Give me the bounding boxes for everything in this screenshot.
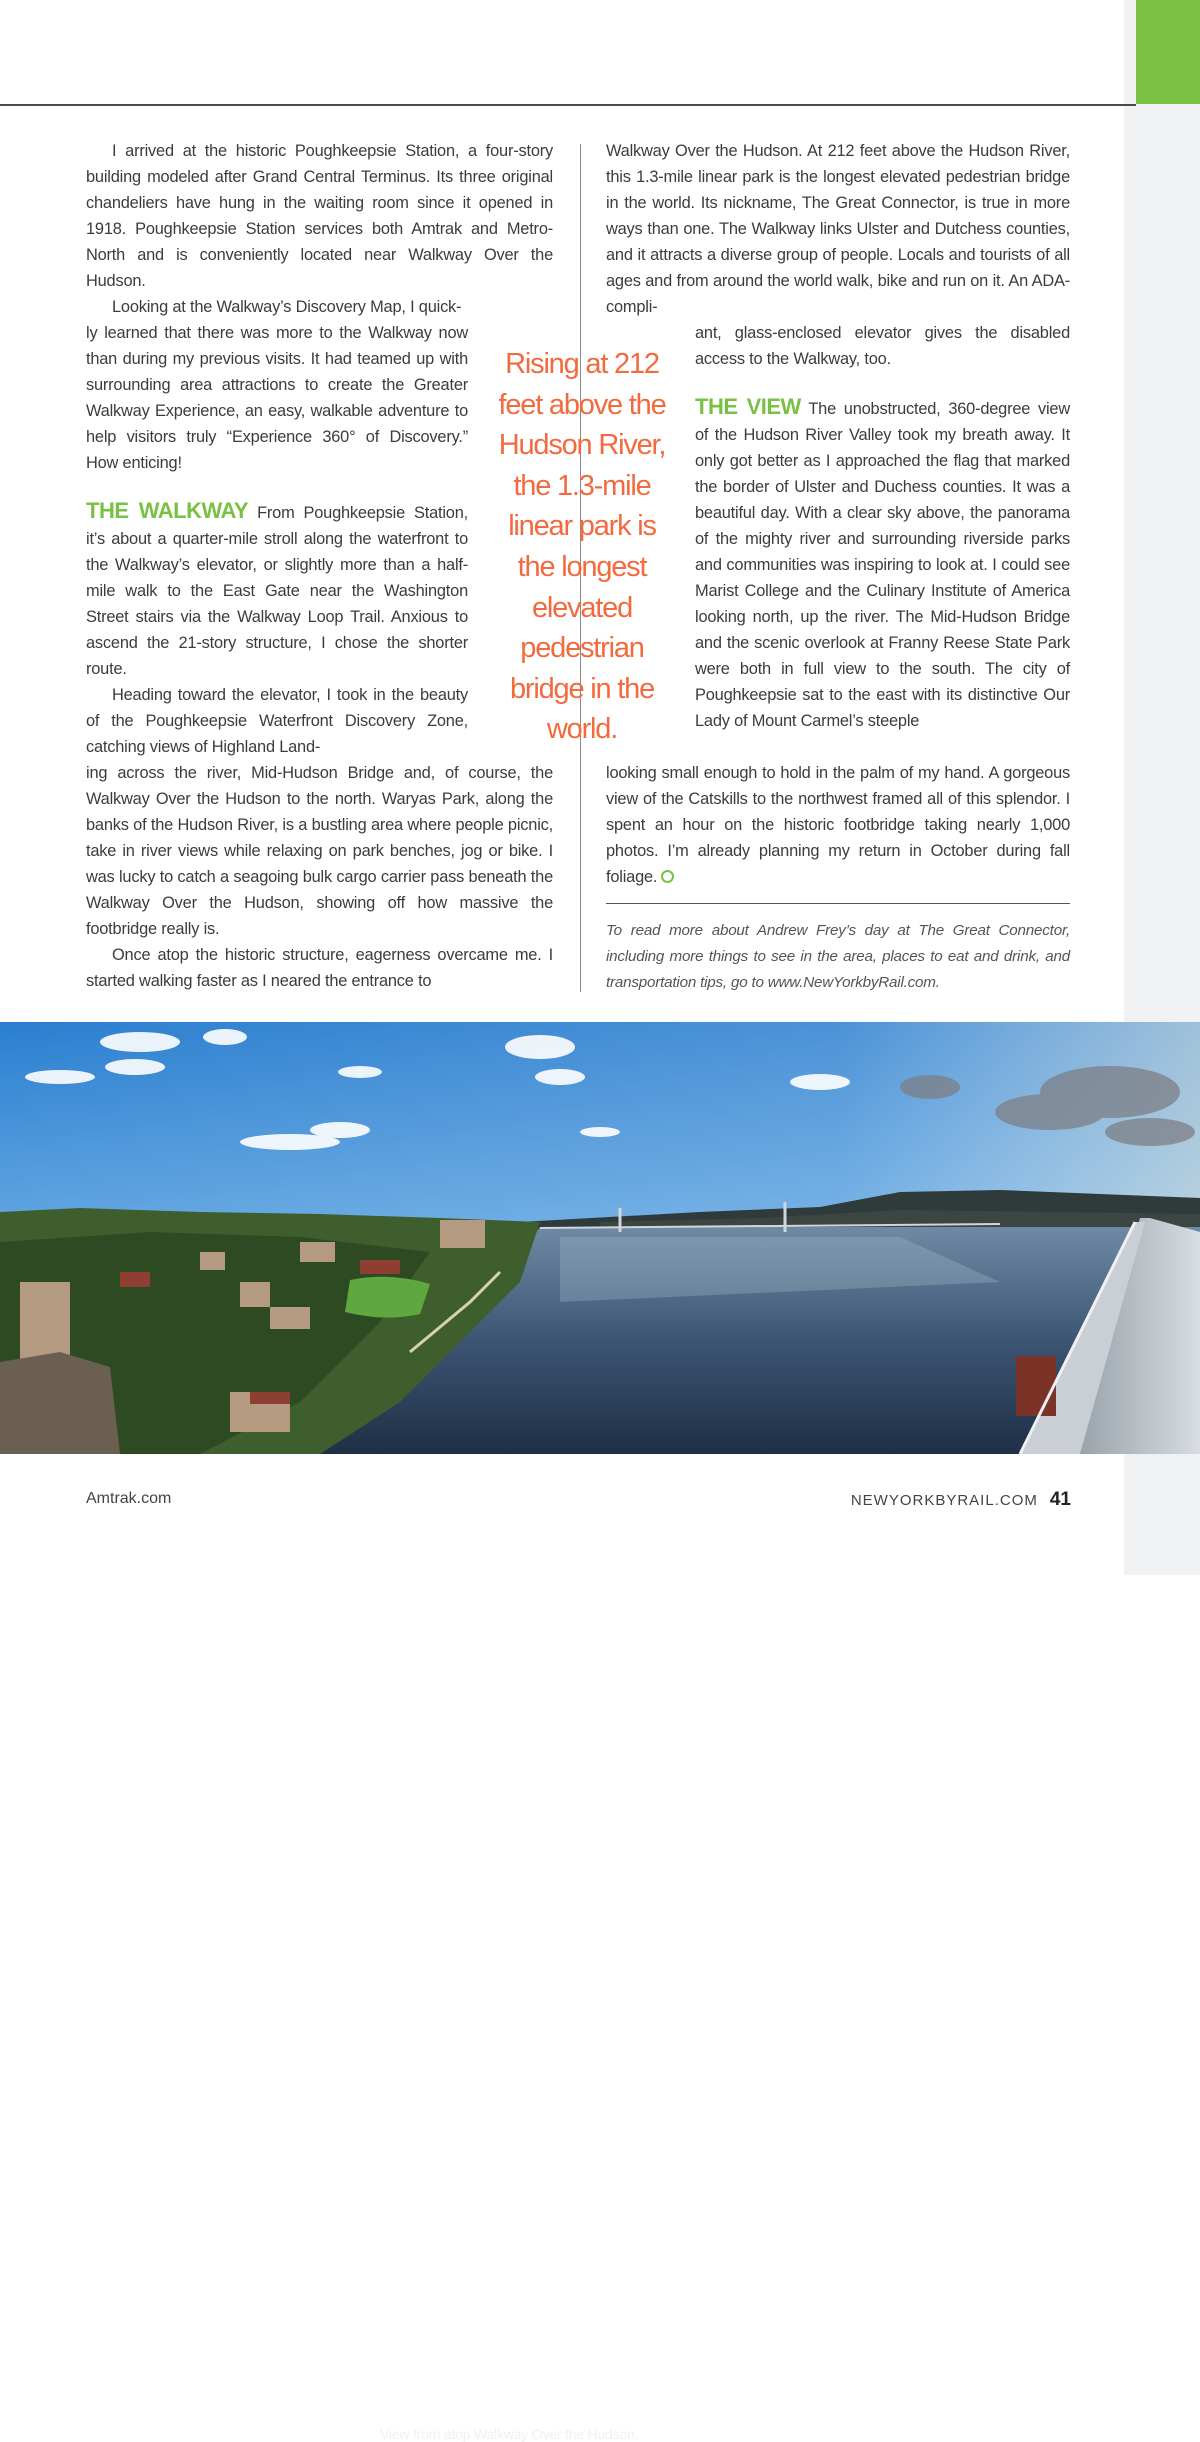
- end-mark-icon: [661, 870, 674, 883]
- paragraph-view-cont: looking small enough to hold in the palm of my hand. A gorgeous view of the Catskills to the northwest framed all of this splendor. I spent an hour on the historic footbridge taking nearly 1,000 photos. I’m already planning my return in October during fall foliage.: [606, 764, 1070, 886]
- article-column-1-bottom: [86, 760, 553, 994]
- paragraph-elevator-cont: ing across the river, Mid-Hudson Bridge and, of course, the Walkway Over the Hudson to the north. Waryas Park, along the banks of the Hudson River, is a bustling area where people picnic, take in river views while relaxing on park benches, jog or bike. I was lucky to catch a seagoing bulk cargo carrier pass beneath the Walkway Over the Hudson, showing off how massive the footbridge really is.: [86, 764, 553, 938]
- page-number: 41: [1049, 1489, 1071, 1510]
- header-rule: [0, 104, 1136, 106]
- paragraph-station: I arrived at the historic Poughkeepsie Station, a four-story building modeled after Grand Central Terminus. Its three original chandeliers have hung in the waiting room since it opened in 1918. Poughkeepsie Station services both Amtrak and Metro-North and is conveniently located near Walkway Over the Hudson.: [86, 142, 553, 290]
- section-head-the-view: THE VIEW: [695, 394, 801, 419]
- section-head-the-walkway: THE WALKWAY: [86, 498, 249, 523]
- paragraph-discovery-map-cont: ly learned that there was more to the Walkway now than during my previous visits. It had teamed up with surrounding area attractions to create the Greater Walkway Experience, an easy, walkable adventure to help visitors truly “Experience 360° of Discovery.” How enticing!: [86, 324, 468, 472]
- footer-publication: [851, 1489, 1071, 1511]
- article-column-2-top: [606, 138, 1070, 320]
- pull-quote: Rising at 212 feet above the Hudson River, the 1.3-mile linear park is the longest elevated pedestrian bridge in the world.: [498, 348, 666, 746]
- panorama-illustration: [0, 1022, 1200, 1454]
- paragraph-the-view: THE VIEW The unobstructed, 360-degree view of the Hudson River Valley took my breath away. It only got better as I approached the flag that marked the border of Ulster and Duchess counties. It was a beautiful day. With a clear sky above, the panorama of the mighty river and surrounding riverside parks and communities was inspiring to look at. I could see Marist College and the Culinary Institute of America looking north, up the river. The Mid-Hudson Bridge and the scenic overlook at Franny Reese State Park were both in full view to the south. The city of Poughkeepsie sat to the east with its distinctive Our Lady of Mount Carmel’s steeple: [695, 394, 1070, 730]
- read-more-note: To read more about Andrew Frey’s day at The Great Connector, including more things to see in the area, places to eat and drink, and transportation tips, go to www.NewYorkbyRail.com.: [606, 922, 1070, 991]
- paragraph-atop: Once atop the historic structure, eagerness overcame me. I started walking faster as I neared the entrance to: [86, 946, 553, 990]
- section-color-tab: [1136, 0, 1200, 104]
- paragraph-walkway-facts: Walkway Over the Hudson. At 212 feet above the Hudson River, this 1.3-mile linear park is the longest elevated pedestrian bridge in the world. Its nickname, The Great Connector, is true in more ways than one. The Walkway links Ulster and Dutchess counties, and it attracts a diverse group of people. Locals and tourists of all ages and from around the world walk, bike and run on it. An ADA-compli-: [606, 142, 1070, 316]
- footer-site-link[interactable]: Amtrak.com: [86, 1490, 172, 1507]
- paragraph-the-walkway: THE WALKWAY From Poughkeepsie Station, it’s about a quarter-mile stroll along the waterfront to the Walkway’s elevator, or slightly more than a half-mile walk to the East Gate near the Washington Street stairs via the Walkway Loop Trail. Anxious to ascend the 21-story structure, I chose the shorter route.: [86, 498, 468, 678]
- article-column-2-bottom: [606, 760, 1070, 890]
- note-rule: [606, 903, 1070, 904]
- article-column-1-middle: [86, 320, 468, 760]
- paragraph-elevator-access: ant, glass-enclosed elevator gives the disabled access to the Walkway, too.: [695, 324, 1070, 368]
- footer-publication-name[interactable]: NEWYORKBYRAIL.COM: [850, 1492, 1038, 1509]
- article-column-2-middle: [695, 320, 1070, 734]
- article-column-1-top: [86, 138, 553, 320]
- photo-caption: View from atop Walkway Over the Hudson.: [380, 2426, 639, 2442]
- paragraph-elevator-start: Heading toward the elevator, I took in the beauty of the Poughkeepsie Waterfront Discovery Zone, catching views of Highland Land-: [86, 686, 468, 756]
- paragraph-discovery-map-start: Looking at the Walkway’s Discovery Map, I quick-: [112, 298, 462, 316]
